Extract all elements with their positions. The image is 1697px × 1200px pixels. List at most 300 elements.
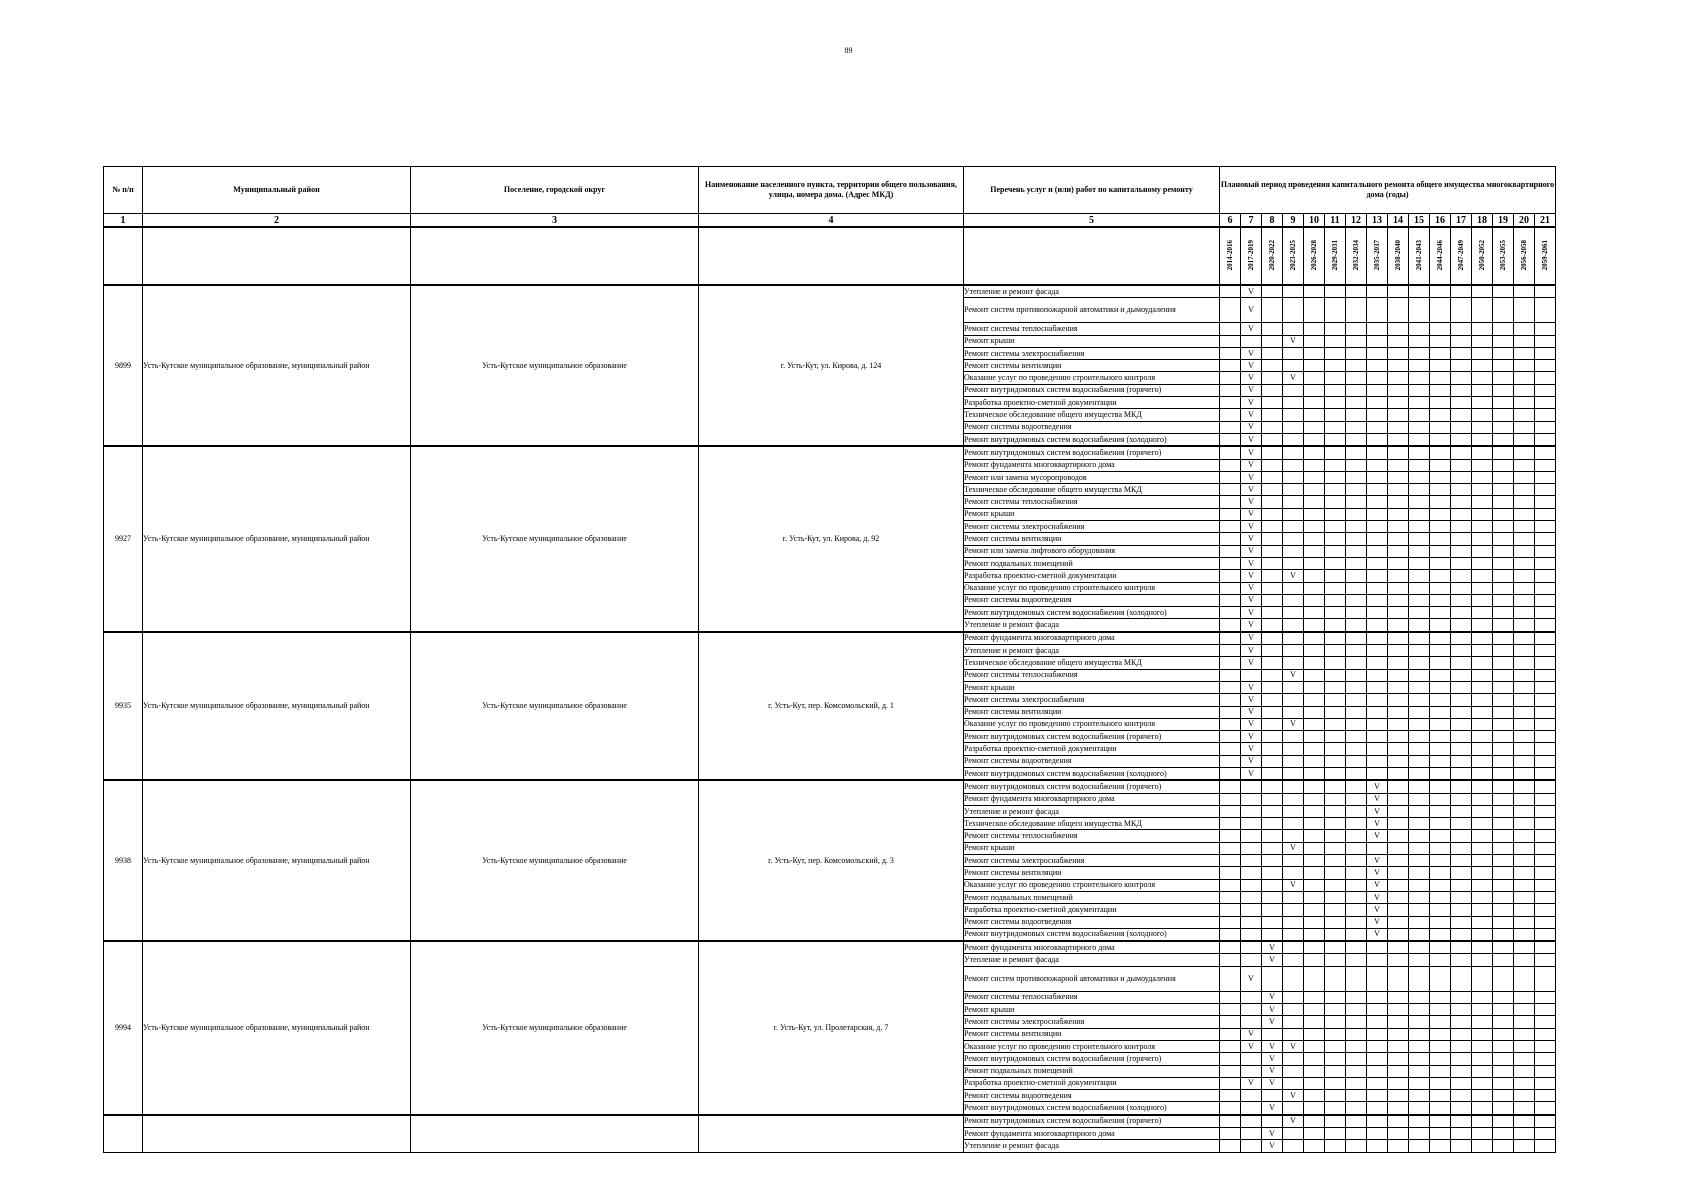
period-mark [1514, 1053, 1535, 1065]
period-mark [1388, 372, 1409, 384]
period-mark [1514, 855, 1535, 867]
period-mark [1220, 694, 1241, 706]
period-mark [1304, 1140, 1325, 1152]
period-mark [1346, 928, 1367, 941]
period-mark [1451, 1028, 1472, 1040]
period-mark [1493, 780, 1514, 793]
period-mark [1241, 805, 1262, 817]
work-item: Ремонт фундамента многоквартирного дома [964, 1128, 1220, 1140]
period-mark [1451, 496, 1472, 508]
period-mark: V [1241, 508, 1262, 520]
period-mark [1472, 1102, 1493, 1115]
period-mark [1493, 1077, 1514, 1089]
period-mark [1514, 966, 1535, 991]
period-mark [1220, 446, 1241, 459]
period-mark [1409, 669, 1430, 681]
period-mark [1367, 397, 1388, 409]
period-mark [1514, 767, 1535, 780]
period-mark [1493, 805, 1514, 817]
work-item: Ремонт систем противопожарной автоматики и дымоудаления [964, 966, 1220, 991]
period-mark [1472, 755, 1493, 767]
period-mark [1304, 471, 1325, 483]
period-mark [1514, 867, 1535, 879]
period-mark [1325, 780, 1346, 793]
period-mark [1325, 669, 1346, 681]
period-mark [1514, 632, 1535, 645]
period-mark [1472, 928, 1493, 941]
period-mark [1409, 372, 1430, 384]
period-mark [1325, 421, 1346, 433]
period-mark [1304, 533, 1325, 545]
period-mark [1346, 533, 1367, 545]
period-mark [1514, 991, 1535, 1003]
period-mark [1535, 496, 1556, 508]
period-mark [1241, 780, 1262, 793]
period-mark [1472, 409, 1493, 421]
period-mark [1283, 1065, 1304, 1077]
period-mark [1430, 1128, 1451, 1140]
period-mark [1409, 446, 1430, 459]
period-mark [1325, 867, 1346, 879]
period-mark [1514, 879, 1535, 891]
period-mark [1430, 594, 1451, 606]
period-mark [1304, 1065, 1325, 1077]
period-mark [1514, 397, 1535, 409]
period-mark [1514, 335, 1535, 347]
column-number: 1 [104, 214, 143, 228]
period-mark: V [1283, 842, 1304, 854]
period-mark [1325, 830, 1346, 842]
period-mark [1241, 669, 1262, 681]
period-mark [1430, 966, 1451, 991]
period-mark [1409, 694, 1430, 706]
period-mark [1241, 991, 1262, 1003]
period-mark: V [1367, 928, 1388, 941]
work-item: Ремонт фундамента многоквартирного дома [964, 793, 1220, 805]
period-mark [1430, 1115, 1451, 1128]
period-mark [1514, 904, 1535, 916]
period-mark [1493, 619, 1514, 632]
period-mark [1346, 1028, 1367, 1040]
period-mark [1493, 867, 1514, 879]
period-mark [1535, 928, 1556, 941]
period-mark: V [1241, 619, 1262, 632]
period-mark: V [1241, 496, 1262, 508]
period-mark [1367, 545, 1388, 557]
period-mark [1367, 1115, 1388, 1128]
work-item: Ремонт системы вентиляции [964, 867, 1220, 879]
period-mark [1409, 1102, 1430, 1115]
period-mark [1409, 731, 1430, 743]
period-mark [1346, 1053, 1367, 1065]
period-mark [1262, 545, 1283, 557]
period-mark [1283, 855, 1304, 867]
period-mark [1451, 582, 1472, 594]
year-header [1409, 227, 1430, 285]
period-mark [1430, 619, 1451, 632]
period-mark [1346, 372, 1367, 384]
period-mark [1472, 570, 1493, 582]
period-mark [1409, 397, 1430, 409]
period-mark [1535, 780, 1556, 793]
period-mark [1262, 607, 1283, 619]
period-mark [1220, 657, 1241, 669]
period-mark [1325, 941, 1346, 954]
period-mark [1493, 533, 1514, 545]
period-mark [1346, 706, 1367, 718]
period-mark [1220, 780, 1241, 793]
period-mark [1367, 1065, 1388, 1077]
period-mark [1325, 916, 1346, 928]
period-mark [1262, 904, 1283, 916]
period-mark [1451, 991, 1472, 1003]
period-mark [1472, 669, 1493, 681]
work-item: Оказание услуг по проведению строительного контроля [964, 718, 1220, 730]
period-mark [1388, 471, 1409, 483]
period-mark [1325, 496, 1346, 508]
period-mark [1220, 496, 1241, 508]
work-item: Ремонт систем противопожарной автоматики и дымоудаления [964, 298, 1220, 323]
period-mark [1220, 891, 1241, 903]
period-mark [1451, 916, 1472, 928]
period-mark [1535, 1065, 1556, 1077]
period-mark [1346, 645, 1367, 657]
period-mark [1472, 1016, 1493, 1028]
period-mark [1325, 1115, 1346, 1128]
period-mark [1451, 681, 1472, 693]
year-label: 2050-2052 [1478, 239, 1486, 271]
period-mark [1304, 1128, 1325, 1140]
period-mark [1472, 521, 1493, 533]
period-mark [1262, 1090, 1283, 1102]
period-mark [1388, 669, 1409, 681]
period-mark [1325, 384, 1346, 396]
period-mark [1346, 916, 1367, 928]
period-mark [1304, 830, 1325, 842]
period-mark [1346, 446, 1367, 459]
period-mark [1304, 1090, 1325, 1102]
period-mark [1535, 855, 1556, 867]
period-mark [1493, 904, 1514, 916]
period-mark: V [1241, 731, 1262, 743]
period-mark [1388, 409, 1409, 421]
settlement-cell: Усть-Кутское муниципальное образование [411, 285, 699, 446]
period-mark [1472, 706, 1493, 718]
period-mark [1304, 594, 1325, 606]
period-mark [1304, 1077, 1325, 1089]
period-mark [1367, 755, 1388, 767]
period-mark [1472, 1128, 1493, 1140]
period-mark [1283, 632, 1304, 645]
column-number: 7 [1241, 214, 1262, 228]
period-mark: V [1241, 285, 1262, 298]
period-mark [1220, 941, 1241, 954]
period-mark [1325, 904, 1346, 916]
period-mark [1388, 1016, 1409, 1028]
period-mark [1430, 1077, 1451, 1089]
period-mark [1346, 471, 1367, 483]
period-mark [1430, 855, 1451, 867]
period-mark [1367, 694, 1388, 706]
period-mark [1388, 421, 1409, 433]
work-item: Разработка проектно-сметной документации [964, 1077, 1220, 1089]
period-mark [1388, 966, 1409, 991]
period-mark [1220, 323, 1241, 335]
period-mark [1409, 855, 1430, 867]
year-header [1325, 227, 1346, 285]
period-mark [1367, 484, 1388, 496]
period-mark [1451, 1090, 1472, 1102]
period-mark [1325, 966, 1346, 991]
period-mark [1283, 397, 1304, 409]
period-mark [1283, 533, 1304, 545]
period-mark [1283, 1053, 1304, 1065]
period-mark [1346, 335, 1367, 347]
period-mark [1325, 372, 1346, 384]
period-mark [1367, 706, 1388, 718]
period-mark [1367, 582, 1388, 594]
period-mark [1220, 471, 1241, 483]
period-mark [1325, 397, 1346, 409]
period-mark [1262, 484, 1283, 496]
period-mark [1451, 793, 1472, 805]
period-mark: V [1367, 818, 1388, 830]
district-cell: Усть-Кутское муниципальное образование, муниципальный район [143, 941, 411, 1115]
work-item: Разработка проектно-сметной документации [964, 570, 1220, 582]
period-mark [1283, 607, 1304, 619]
period-mark [1346, 1065, 1367, 1077]
period-mark [1283, 891, 1304, 903]
period-mark [1388, 285, 1409, 298]
period-mark [1430, 954, 1451, 966]
period-mark [1493, 384, 1514, 396]
work-item: Ремонт подвальных помещений [964, 891, 1220, 903]
period-mark [1367, 433, 1388, 446]
period-mark [1430, 1040, 1451, 1052]
header-works: Перечень услуг и (или) работ по капитальному ремонту [964, 167, 1220, 214]
period-mark [1388, 384, 1409, 396]
period-mark [1514, 1016, 1535, 1028]
period-mark [1241, 830, 1262, 842]
period-mark [1367, 657, 1388, 669]
period-mark [1493, 669, 1514, 681]
period-mark [1535, 521, 1556, 533]
period-mark: V [1241, 433, 1262, 446]
period-mark [1409, 830, 1430, 842]
period-mark [1367, 607, 1388, 619]
period-mark [1283, 484, 1304, 496]
period-mark [1241, 1115, 1262, 1128]
year-header [1304, 227, 1325, 285]
period-mark [1304, 496, 1325, 508]
period-mark [1514, 1077, 1535, 1089]
period-mark [1472, 384, 1493, 396]
period-mark [1493, 360, 1514, 372]
period-mark [1367, 1028, 1388, 1040]
period-mark [1388, 1028, 1409, 1040]
period-mark [1451, 954, 1472, 966]
period-mark [1409, 818, 1430, 830]
period-mark [1304, 508, 1325, 520]
period-mark [1472, 681, 1493, 693]
period-mark [1430, 755, 1451, 767]
period-mark [1388, 496, 1409, 508]
year-label: 2038-2040 [1394, 239, 1402, 271]
period-mark [1514, 433, 1535, 446]
period-mark [1409, 891, 1430, 903]
period-mark [1451, 879, 1472, 891]
period-mark [1493, 755, 1514, 767]
period-mark [1409, 298, 1430, 323]
period-mark [1304, 805, 1325, 817]
period-mark [1514, 471, 1535, 483]
period-mark [1283, 582, 1304, 594]
period-mark [1388, 323, 1409, 335]
column-number: 8 [1262, 214, 1283, 228]
year-label: 2032-2034 [1352, 239, 1360, 271]
period-mark [1409, 966, 1430, 991]
period-mark [1409, 793, 1430, 805]
period-mark [1304, 1028, 1325, 1040]
period-mark [1241, 879, 1262, 891]
period-mark [1367, 619, 1388, 632]
period-mark [1388, 298, 1409, 323]
period-mark [1388, 928, 1409, 941]
period-mark [1325, 545, 1346, 557]
period-mark [1346, 1077, 1367, 1089]
period-mark [1367, 384, 1388, 396]
period-mark [1430, 842, 1451, 854]
table-row [104, 285, 1556, 298]
record-number: 9899 [104, 285, 143, 446]
period-mark: V [1262, 1102, 1283, 1115]
period-mark [1304, 619, 1325, 632]
period-mark [1304, 706, 1325, 718]
period-mark [1430, 706, 1451, 718]
work-item: Разработка проектно-сметной документации [964, 743, 1220, 755]
period-mark [1304, 1004, 1325, 1016]
period-mark [1388, 1053, 1409, 1065]
period-mark [1367, 372, 1388, 384]
period-mark [1430, 484, 1451, 496]
period-mark [1367, 743, 1388, 755]
period-mark [1325, 1102, 1346, 1115]
period-mark [1535, 867, 1556, 879]
period-mark [1514, 582, 1535, 594]
period-mark [1346, 397, 1367, 409]
period-mark [1430, 1140, 1451, 1152]
year-header [1535, 227, 1556, 285]
period-mark [1262, 619, 1283, 632]
period-mark [1514, 669, 1535, 681]
period-mark [1535, 446, 1556, 459]
period-mark [1493, 1040, 1514, 1052]
work-item: Ремонт фундамента многоквартирного дома [964, 632, 1220, 645]
period-mark [1283, 459, 1304, 471]
period-mark [1535, 879, 1556, 891]
period-mark [1346, 1004, 1367, 1016]
period-mark [1535, 397, 1556, 409]
period-mark [1430, 323, 1451, 335]
period-mark [1430, 767, 1451, 780]
work-item: Ремонт подвальных помещений [964, 1065, 1220, 1077]
period-mark [1472, 1077, 1493, 1089]
period-mark [1472, 545, 1493, 557]
work-item: Ремонт системы водоотведения [964, 594, 1220, 606]
period-mark [1409, 484, 1430, 496]
period-mark: V [1241, 582, 1262, 594]
period-mark [1304, 904, 1325, 916]
period-mark [1220, 867, 1241, 879]
period-mark [1346, 384, 1367, 396]
work-item: Утепление и ремонт фасада [964, 645, 1220, 657]
period-mark [1514, 533, 1535, 545]
period-mark [1283, 384, 1304, 396]
work-item: Ремонт фундамента многоквартирного дома [964, 941, 1220, 954]
work-item: Ремонт системы теплоснабжения [964, 323, 1220, 335]
period-mark [1262, 1115, 1283, 1128]
period-mark [1346, 619, 1367, 632]
period-mark [1346, 718, 1367, 730]
period-mark: V [1241, 657, 1262, 669]
capital-repair-table [103, 166, 1556, 1153]
period-mark [1220, 570, 1241, 582]
period-mark [1472, 954, 1493, 966]
period-mark [1304, 1102, 1325, 1115]
period-mark [1472, 372, 1493, 384]
period-mark [1472, 607, 1493, 619]
period-mark: V [1283, 879, 1304, 891]
period-mark [1283, 347, 1304, 359]
period-mark [1220, 1053, 1241, 1065]
period-mark [1346, 657, 1367, 669]
period-mark [1493, 446, 1514, 459]
period-mark [1451, 459, 1472, 471]
period-mark [1304, 842, 1325, 854]
period-mark [1262, 706, 1283, 718]
period-mark [1283, 508, 1304, 520]
period-mark [1514, 298, 1535, 323]
period-mark: V [1241, 421, 1262, 433]
period-mark [1430, 409, 1451, 421]
period-mark [1346, 1128, 1367, 1140]
period-mark [1472, 805, 1493, 817]
work-item: Ремонт системы электроснабжения [964, 694, 1220, 706]
period-mark [1430, 533, 1451, 545]
period-mark [1493, 557, 1514, 569]
period-mark [1304, 694, 1325, 706]
period-mark [1283, 360, 1304, 372]
period-mark [1220, 1090, 1241, 1102]
period-mark [1325, 298, 1346, 323]
period-mark [1430, 446, 1451, 459]
period-mark [1535, 755, 1556, 767]
year-label: 2014-2016 [1226, 239, 1234, 271]
period-mark [1325, 928, 1346, 941]
work-item: Ремонт внутридомовых систем водоснабжения (холодного) [964, 928, 1220, 941]
period-mark [1409, 1128, 1430, 1140]
column-number: 6 [1220, 214, 1241, 228]
period-mark [1283, 446, 1304, 459]
period-mark: V [1367, 904, 1388, 916]
period-mark [1493, 632, 1514, 645]
period-mark [1409, 904, 1430, 916]
period-mark [1451, 706, 1472, 718]
year-row [104, 227, 1556, 285]
period-mark [1409, 681, 1430, 693]
period-mark [1409, 743, 1430, 755]
period-mark [1325, 694, 1346, 706]
